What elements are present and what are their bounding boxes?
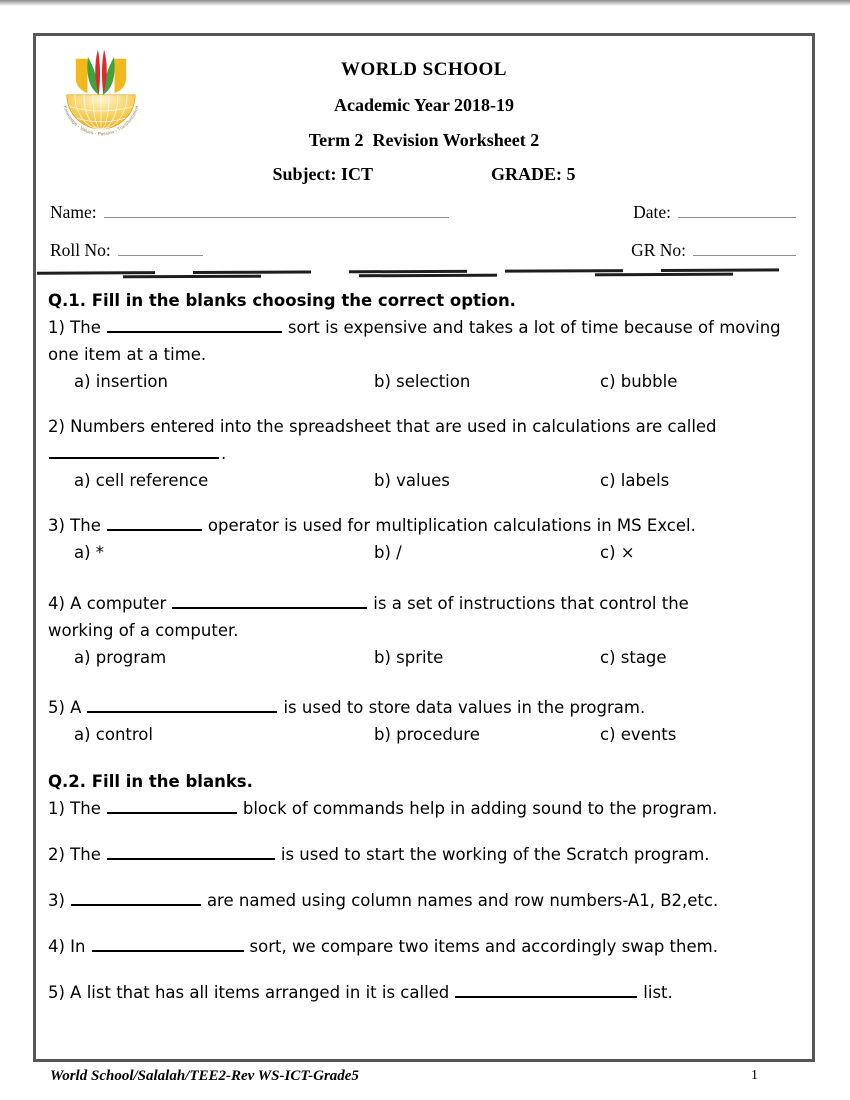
option-a: a) * — [74, 543, 105, 562]
roll-label: Roll No: — [50, 240, 111, 260]
leaf-yellow-left-icon — [76, 59, 88, 93]
q1-item-1-text — [48, 314, 802, 368]
question-segment: are named using column names and row numbers-A1, B2,etc. — [206, 891, 719, 910]
question-segment: 3) The — [48, 516, 101, 535]
academic-year: Academic Year 2018-19 — [334, 95, 514, 115]
name-label: Name: — [50, 202, 97, 222]
option-b: b) sprite — [374, 648, 444, 667]
q1-item-1-options — [48, 368, 802, 395]
gr-field — [631, 240, 796, 261]
date-line — [678, 204, 796, 218]
answer-blank — [107, 801, 237, 814]
option-a: a) control — [74, 725, 153, 744]
question-segment: 4) In — [48, 937, 86, 956]
answer-blank — [71, 893, 201, 906]
footer-document-ref: World School/Salalah/TEE2-Rev WS-ICT-Grade5 — [50, 1068, 359, 1084]
option-c: c) × — [600, 543, 635, 562]
q2-item-3-text — [48, 887, 802, 914]
option-c: c) events — [600, 725, 677, 744]
q2-section — [48, 768, 802, 1006]
school-name: WORLD SCHOOL — [341, 59, 507, 80]
option-b: b) procedure — [374, 725, 480, 744]
q2-item-1-text — [48, 795, 802, 822]
q1-item-3-text — [48, 512, 802, 539]
question-segment: 5) A list that has all items arranged in it is called — [48, 983, 450, 1002]
option-c: c) bubble — [600, 372, 678, 391]
footer-page-number: 1 — [751, 1068, 758, 1083]
option-b: b) values — [374, 471, 450, 490]
name-field — [50, 202, 449, 223]
option-c: c) stage — [600, 648, 667, 667]
roll-line — [118, 242, 203, 256]
q1-item-3-options — [48, 539, 802, 566]
q2-item-4-text — [48, 933, 802, 960]
option-b: b) selection — [374, 372, 471, 391]
header-titles — [36, 36, 812, 185]
answer-blank — [87, 700, 277, 713]
answer-blank — [107, 518, 202, 531]
grade-label: GRADE: 5 — [491, 164, 576, 184]
question-segment: 1) The — [48, 799, 101, 818]
question-segment: is used to start the working of the Scratch program. — [280, 845, 710, 864]
question-segment: sort, we compare two items and accordingly swap them. — [249, 937, 718, 956]
q1-item-5-text — [48, 694, 802, 721]
question-segment: operator is used for multiplication calculations in MS Excel. — [207, 516, 696, 535]
name-date-row — [36, 202, 812, 223]
q2-item-5-text — [48, 979, 802, 1006]
answer-blank — [455, 985, 637, 998]
option-a: a) insertion — [74, 372, 168, 391]
question-segment: 2) Numbers entered into the spreadsheet that are used in calculations are called — [48, 417, 717, 436]
questions-area — [36, 277, 812, 1006]
question-segment: block of commands help in adding sound to the program. — [242, 799, 718, 818]
question-segment: 3) — [48, 891, 65, 910]
q1-item-2-text — [48, 413, 802, 467]
date-label: Date: — [633, 202, 671, 222]
date-field — [633, 202, 796, 223]
q1-item-4-text — [48, 590, 802, 644]
gr-line — [693, 242, 796, 256]
scan-edge — [0, 0, 850, 6]
q2-heading: Q.2. Fill in the blanks. — [48, 772, 253, 791]
question-segment: list. — [643, 983, 673, 1002]
q1-item-5-options — [48, 721, 802, 748]
question-segment: is a set of instructions that control the — [373, 594, 689, 613]
question-segment: one item at a time. — [48, 345, 207, 364]
q1-heading: Q.1. Fill in the blanks choosing the correct option. — [48, 291, 516, 310]
subject-label: Subject: ICT — [272, 164, 373, 184]
option-c: c) labels — [600, 471, 670, 490]
question-segment: 5) A — [48, 698, 82, 717]
option-a: a) cell reference — [74, 471, 209, 490]
option-b: b) / — [374, 543, 402, 562]
answer-blank — [107, 320, 282, 333]
logo-motto: Knowledge - Values - Passion - Transformation — [62, 104, 140, 137]
question-segment: 4) A computer — [48, 594, 167, 613]
name-line — [104, 204, 449, 218]
question-segment: working of a computer. — [48, 621, 239, 640]
gr-label: GR No: — [631, 240, 686, 260]
answer-blank — [107, 847, 275, 860]
q2-item-2-text — [48, 841, 802, 868]
q1-item-2-options — [48, 467, 802, 494]
question-segment: 1) The — [48, 318, 101, 337]
q1-item-4-options — [48, 644, 802, 671]
answer-blank — [92, 939, 244, 952]
worksheet-page — [33, 33, 815, 1062]
question-segment: 2) The — [48, 845, 101, 864]
roll-field — [50, 240, 203, 261]
question-segment: . — [221, 444, 227, 463]
leaf-yellow-right-icon — [115, 59, 127, 93]
school-logo-icon — [56, 44, 146, 142]
answer-blank — [49, 446, 219, 459]
page-footer — [50, 1068, 758, 1085]
subject-grade-row — [36, 164, 812, 185]
roll-gr-row — [36, 240, 812, 261]
answer-blank — [172, 596, 367, 609]
question-segment: sort is expensive and takes a lot of time because of moving — [287, 318, 781, 337]
worksheet-title: Term 2 Revision Worksheet 2 — [308, 130, 540, 150]
option-a: a) program — [74, 648, 167, 667]
question-segment: is used to store data values in the program. — [283, 698, 646, 717]
